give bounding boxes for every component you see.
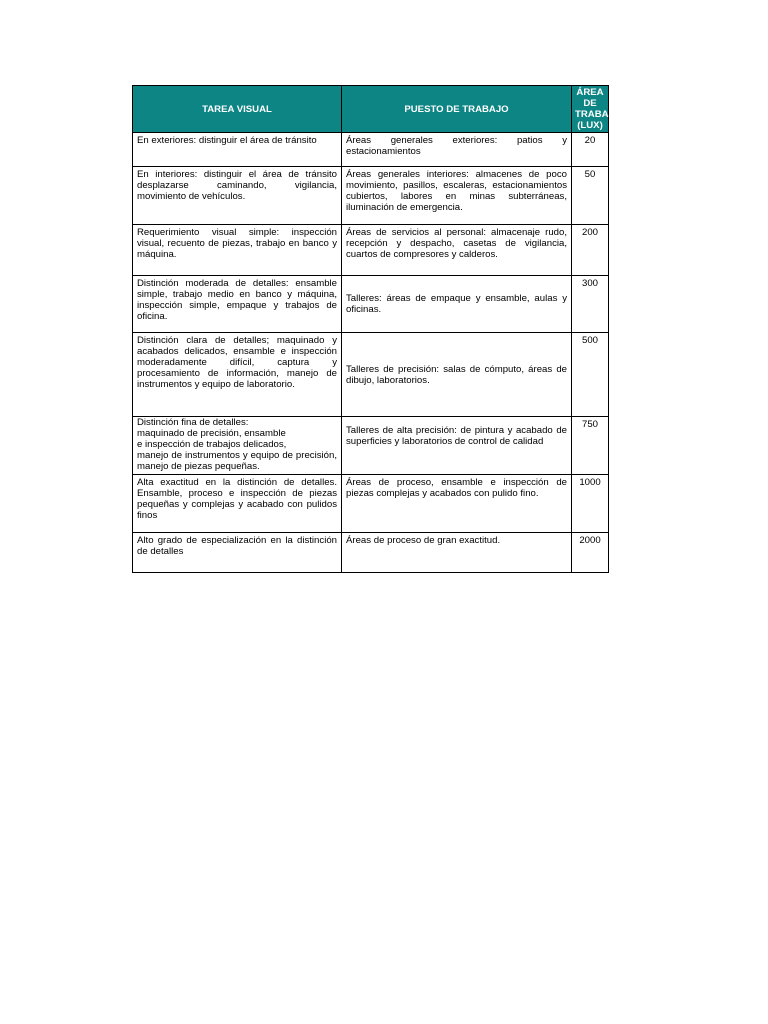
- puesto-cell: Áreas generales interiores: almacenes de poco movimiento, pasillos, escaleras, estacionamientos cubiertos, labores en minas subterráneas, iluminación de emergencia.: [342, 167, 572, 225]
- table-header-row: [133, 86, 609, 133]
- table-row: [133, 533, 609, 573]
- table-row: [133, 276, 609, 333]
- lux-cell: 2000: [572, 533, 609, 573]
- tarea-cell: Alta exactitud en la distinción de detalles. Ensamble, proceso e inspección de piezas pequeñas y complejas y acabado con pulidos finos: [133, 475, 342, 533]
- tarea-line: e inspección de trabajos delicados,: [137, 439, 287, 450]
- header-tarea-visual: TAREA VISUAL: [133, 86, 342, 133]
- puesto-cell: Áreas generales exteriores: patios y estacionamientos: [342, 133, 572, 167]
- table-row: [133, 225, 609, 276]
- puesto-cell: Talleres de alta precisión: de pintura y acabado de superficies y laboratorios de control de calidad: [342, 417, 572, 475]
- tarea-cell: Alto grado de especialización en la distinción de detalles: [133, 533, 342, 573]
- tarea-line: manejo de instrumentos y equipo de precisión, manejo de piezas pequeñas.: [137, 450, 337, 472]
- lux-cell: 200: [572, 225, 609, 276]
- table-row: [133, 417, 609, 475]
- puesto-cell: Áreas de servicios al personal: almacenaje rudo, recepción y despacho, casetas de vigilancia, cuartos de compresores y calderos.: [342, 225, 572, 276]
- lux-cell: 500: [572, 333, 609, 417]
- table-row: [133, 333, 609, 417]
- tarea-cell: En exteriores: distinguir el área de tránsito: [133, 133, 342, 167]
- table-row: [133, 133, 609, 167]
- puesto-cell: Talleres: áreas de empaque y ensamble, aulas y oficinas.: [342, 276, 572, 333]
- puesto-cell: Áreas de proceso, ensamble e inspección de piezas complejas y acabados con pulido fino.: [342, 475, 572, 533]
- tarea-cell: En interiores: distinguir el área de tránsito desplazarse caminando, vigilancia, movimiento de vehículos.: [133, 167, 342, 225]
- lux-cell: 750: [572, 417, 609, 475]
- header-area-lux: ÁREA DE TRABAJO (LUX): [572, 86, 609, 133]
- tarea-cell: Distinción clara de detalles; maquinado y acabados delicados, ensamble e inspección moderadamente difícil, captura y procesamiento de información, manejo de instrumentos y equipo de laboratorio.: [133, 333, 342, 417]
- illuminance-table: [132, 85, 622, 573]
- tarea-cell: [133, 417, 342, 475]
- lux-cell: 300: [572, 276, 609, 333]
- table-row: [133, 475, 609, 533]
- lux-cell: 20: [572, 133, 609, 167]
- puesto-cell: Talleres de precisión: salas de cómputo, áreas de dibujo, laboratorios.: [342, 333, 572, 417]
- tarea-line: Distinción fina de detalles:: [137, 417, 249, 428]
- tarea-cell: Requerimiento visual simple: inspección visual, recuento de piezas, trabajo en banco y máquina.: [133, 225, 342, 276]
- lux-cell: 50: [572, 167, 609, 225]
- header-puesto-de-trabajo: PUESTO DE TRABAJO: [342, 86, 572, 133]
- tarea-cell: Distinción moderada de detalles: ensamble simple, trabajo medio en banco y máquina, inspección simple, empaque y trabajos de oficina.: [133, 276, 342, 333]
- tarea-line: maquinado de precisión, ensamble: [137, 428, 286, 439]
- lux-cell: 1000: [572, 475, 609, 533]
- puesto-cell: Áreas de proceso de gran exactitud.: [342, 533, 572, 573]
- table-row: [133, 167, 609, 225]
